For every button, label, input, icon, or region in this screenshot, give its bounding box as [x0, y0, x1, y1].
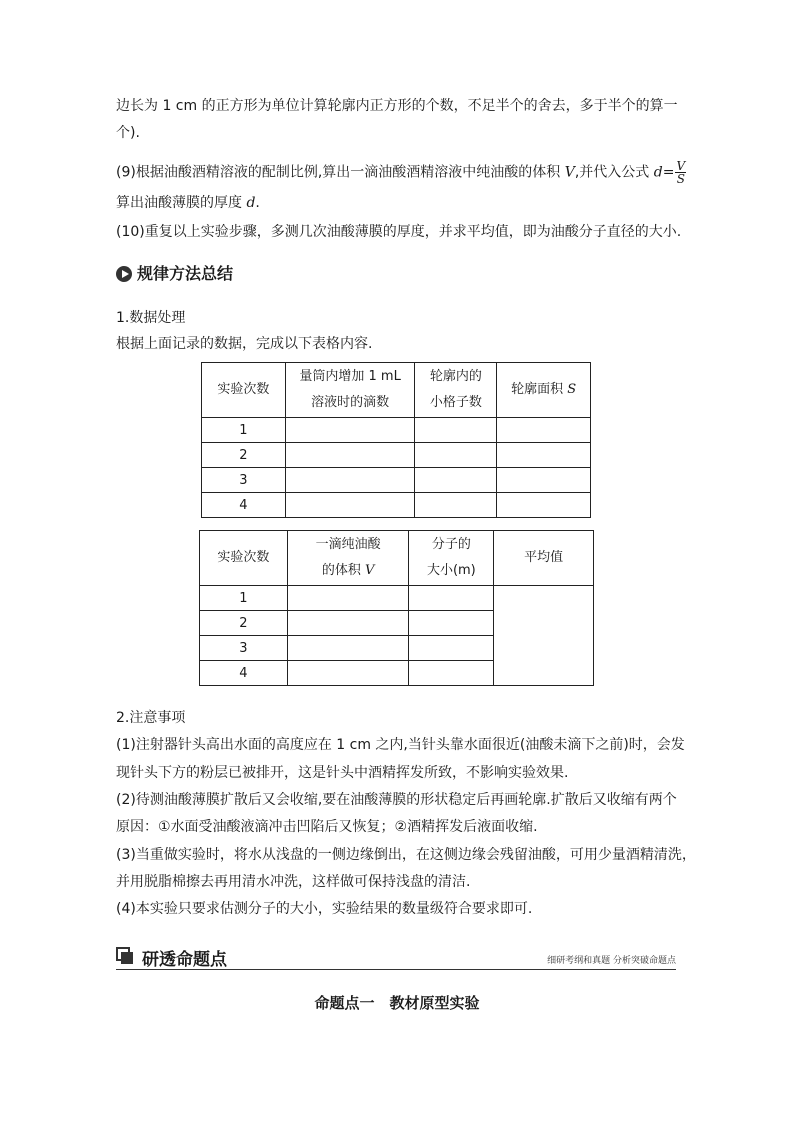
play-icon — [116, 266, 132, 282]
table-cell[interactable] — [415, 493, 497, 518]
table-cell[interactable] — [497, 493, 591, 518]
fraction-denominator: S — [676, 172, 685, 186]
table-header — [287, 531, 409, 586]
section-subtitle: 细研考纲和真题 分析突破命题点 — [547, 956, 676, 966]
table-cell: 2 — [202, 443, 286, 468]
volume-variable: V — [564, 164, 575, 181]
table-cell[interactable] — [497, 443, 591, 468]
section-icon — [116, 947, 133, 964]
section-header — [116, 943, 676, 970]
table-header-row — [202, 363, 591, 418]
formula-equals: = — [662, 164, 675, 181]
table-cell[interactable] — [287, 636, 409, 661]
period: . — [255, 195, 260, 211]
paragraph-line — [116, 193, 260, 213]
formula-lhs: d — [653, 164, 663, 181]
table-header — [409, 531, 494, 586]
table-cell[interactable] — [409, 611, 494, 636]
table-cell[interactable] — [287, 661, 409, 686]
table-cell: 4 — [202, 493, 286, 518]
area-variable: S — [567, 382, 577, 397]
table-cell[interactable] — [409, 636, 494, 661]
step-9-text-mid: ,并代入公式 — [574, 164, 654, 181]
note-line: (4)本实验只要求估测分子的大小，实验结果的数量级符合要求即可. — [116, 901, 533, 917]
notes-title: 2.注意事项 — [116, 710, 186, 726]
header-line: 量筒内增加 1 mL — [299, 369, 401, 384]
header-line: 的体积 — [321, 563, 365, 578]
method-heading — [116, 263, 233, 285]
step-9-cont: 算出油酸薄膜的厚度 — [116, 195, 247, 211]
note-line: 并用脱脂棉擦去再用清水冲洗，这样做可保持浅盘的清洁. — [116, 874, 471, 890]
table-cell[interactable] — [285, 443, 415, 468]
table-cell: 2 — [200, 611, 288, 636]
note-line: (2)待测油酸薄膜扩散后又会收缩,要在油酸薄膜的形状稳定后再画轮廓.扩散后又收缩有两个 — [116, 792, 677, 808]
paragraph-step-10: (10)重复以上实验步骤，多测几次油酸薄膜的厚度，并求平均值，即为油酸分子直径的大小. — [116, 224, 682, 240]
table-cell: 1 — [200, 586, 288, 611]
table-header — [285, 363, 415, 418]
table-cell[interactable] — [285, 468, 415, 493]
data-table-1 — [201, 362, 591, 518]
table-header: 实验次数 — [202, 363, 286, 418]
table-cell[interactable] — [497, 468, 591, 493]
header-line: 轮廓面积 — [511, 382, 568, 397]
paragraph-step-9 — [116, 160, 686, 185]
formula-fraction — [675, 160, 686, 185]
note-line: (1)注射器针头高出水面的高度应在 1 cm 之内,当针头靠水面很近(油酸未滴下之前)时，会发 — [116, 737, 685, 753]
table-cell: 1 — [202, 418, 286, 443]
table-row — [202, 493, 591, 518]
paragraph-line: 边长为 1 cm 的正方形为单位计算轮廓内正方形的个数，不足半个的舍去，多于半个的算一 — [116, 98, 678, 114]
table-cell[interactable] — [497, 418, 591, 443]
note-line: 现针头下方的粉层已被排开，这是针头中酒精挥发所致，不影响实验效果. — [116, 765, 569, 781]
step-9-text: (9)根据油酸酒精溶液的配制比例,算出一滴油酸酒精溶液中纯油酸的体积 — [116, 164, 565, 181]
table-row — [202, 418, 591, 443]
table-header: 实验次数 — [200, 531, 288, 586]
table-cell[interactable] — [409, 586, 494, 611]
thickness-variable: d — [246, 195, 256, 211]
topic-title: 命题点一 教材原型实验 — [314, 994, 480, 1012]
table-row — [202, 443, 591, 468]
data-processing-intro: 根据上面记录的数据，完成以下表格内容. — [116, 336, 373, 352]
table-cell[interactable] — [415, 468, 497, 493]
header-line: 轮廓内的 — [429, 369, 482, 384]
note-line: 原因：①水面受油酸液滴冲击凹陷后又恢复；②酒精挥发后液面收缩. — [116, 819, 538, 835]
table-header-row — [200, 531, 594, 586]
table-header — [497, 363, 591, 418]
fraction-numerator: V — [676, 159, 686, 173]
method-heading-text: 规律方法总结 — [137, 264, 234, 283]
table-row — [200, 586, 594, 611]
average-cell[interactable] — [494, 586, 594, 686]
data-table-2 — [199, 530, 594, 686]
table-cell[interactable] — [285, 418, 415, 443]
note-line: (3)当重做实验时，将水从浅盘的一侧边缘倒出，在这侧边缘会残留油酸，可用少量酒精清洗， — [116, 847, 696, 863]
table-header: 平均值 — [494, 531, 594, 586]
header-line: 分子的 — [431, 537, 471, 552]
header-line: 小格子数 — [429, 395, 482, 410]
header-line: 大小(m) — [426, 563, 476, 578]
table-cell[interactable] — [409, 661, 494, 686]
paragraph-line: 个). — [116, 125, 140, 141]
table-cell: 3 — [202, 468, 286, 493]
table-cell[interactable] — [415, 443, 497, 468]
table-cell: 4 — [200, 661, 288, 686]
section-title: 研透命题点 — [142, 950, 227, 970]
table-cell[interactable] — [287, 611, 409, 636]
table-cell[interactable] — [285, 493, 415, 518]
table-cell[interactable] — [415, 418, 497, 443]
data-processing-title: 1.数据处理 — [116, 310, 186, 326]
table-cell[interactable] — [287, 586, 409, 611]
header-line: 一滴纯油酸 — [315, 537, 381, 552]
volume-variable: V — [364, 563, 375, 578]
header-line: 溶液时的滴数 — [311, 395, 390, 410]
table-cell: 3 — [200, 636, 288, 661]
table-row — [202, 468, 591, 493]
table-header — [415, 363, 497, 418]
